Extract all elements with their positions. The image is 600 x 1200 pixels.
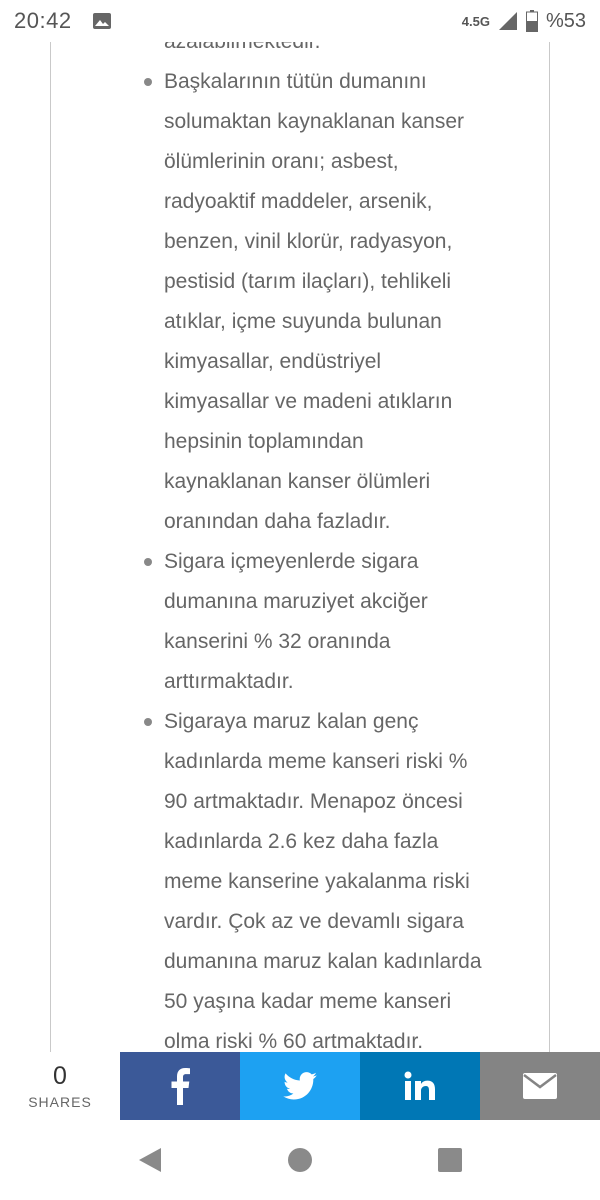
list-item-line: dumanına maruz kalan kadınlarda — [164, 950, 482, 973]
list-item-line: radyoaktif maddeler, arsenik, — [164, 190, 433, 213]
list-item-line: hepsinin toplamından — [164, 430, 364, 453]
bullet-dot — [144, 78, 152, 86]
list-item-line: 50 yaşına kadar meme kanseri — [164, 990, 452, 1013]
facebook-share-button[interactable] — [120, 1052, 240, 1120]
list-item-line: benzen, vinil klorür, radyasyon, — [164, 230, 453, 253]
bullet-dot — [144, 558, 152, 566]
list-item-line: Başkalarının tütün dumanını — [164, 70, 427, 93]
list-item-line: kimyasallar ve madeni atıkların — [164, 390, 453, 413]
email-share-button[interactable] — [480, 1052, 600, 1120]
list-item-line: 90 artmaktadır. Menapoz öncesi — [164, 790, 463, 813]
home-icon — [287, 1147, 313, 1173]
share-count — [0, 1052, 120, 1120]
linkedin-share-button[interactable] — [360, 1052, 480, 1120]
twitter-share-button[interactable] — [240, 1052, 360, 1120]
battery-percent: %53 — [545, 9, 586, 32]
status-time: 20:42 — [14, 8, 72, 33]
list-item-line: Sigara içmeyenlerde sigara — [164, 550, 419, 573]
photo-icon — [92, 12, 112, 30]
email-icon — [523, 1073, 557, 1099]
bullet-dot — [144, 718, 152, 726]
back-button[interactable] — [75, 1120, 225, 1200]
network-type: 4.5G — [461, 13, 490, 29]
list-item-line: solumaktan kaynaklanan kanser — [164, 110, 465, 133]
list-item-line: ölümlerinin oranı; asbest, — [164, 150, 399, 173]
home-button[interactable] — [225, 1120, 375, 1200]
list-item — [140, 62, 520, 542]
list-item — [140, 702, 520, 1052]
bullet-list — [140, 62, 520, 1052]
article-text — [140, 0, 520, 1052]
list-item-line: olma riski % 60 artmaktadır. — [164, 1030, 424, 1052]
status-right — [462, 10, 586, 33]
list-item-line: arttırmaktadır. — [164, 670, 294, 693]
linkedin-icon — [404, 1071, 436, 1101]
share-count-number: 0 — [53, 1062, 67, 1090]
list-item-line: atıklar, içme suyunda bulunan — [164, 310, 442, 333]
list-item-line: oranından daha fazladır. — [164, 510, 391, 533]
list-item-line: kanserini % 32 oranında — [164, 630, 391, 653]
list-item-line: kadınlarda 2.6 kez daha fazla — [164, 830, 439, 853]
facebook-icon — [169, 1067, 191, 1105]
recents-button[interactable] — [375, 1120, 525, 1200]
share-bar — [0, 1052, 600, 1120]
share-count-label: SHARES — [28, 1094, 92, 1110]
list-item-line: dumanına maruziyet akciğer — [164, 590, 428, 613]
status-bar — [0, 0, 600, 42]
twitter-icon — [283, 1072, 317, 1100]
list-item — [140, 542, 520, 702]
list-item-line: kimyasallar, endüstriyel — [164, 350, 382, 373]
back-icon — [137, 1146, 163, 1174]
list-item-line: meme kanserine yakalanma riski — [164, 870, 470, 893]
navigation-bar — [0, 1120, 600, 1200]
list-item-line: Sigaraya maruz kalan genç — [164, 710, 419, 733]
list-item-line: pestisid (tarım ilaçları), tehlikeli — [164, 270, 452, 293]
signal-icon — [498, 11, 518, 31]
list-item-line: kaynaklanan kanser ölümleri — [164, 470, 431, 493]
list-item-line: kadınlarda meme kanseri riski % — [164, 750, 468, 773]
list-item-line: vardır. Çok az ve devamlı sigara — [164, 910, 464, 933]
battery-icon — [526, 10, 538, 32]
recents-icon — [437, 1147, 463, 1173]
